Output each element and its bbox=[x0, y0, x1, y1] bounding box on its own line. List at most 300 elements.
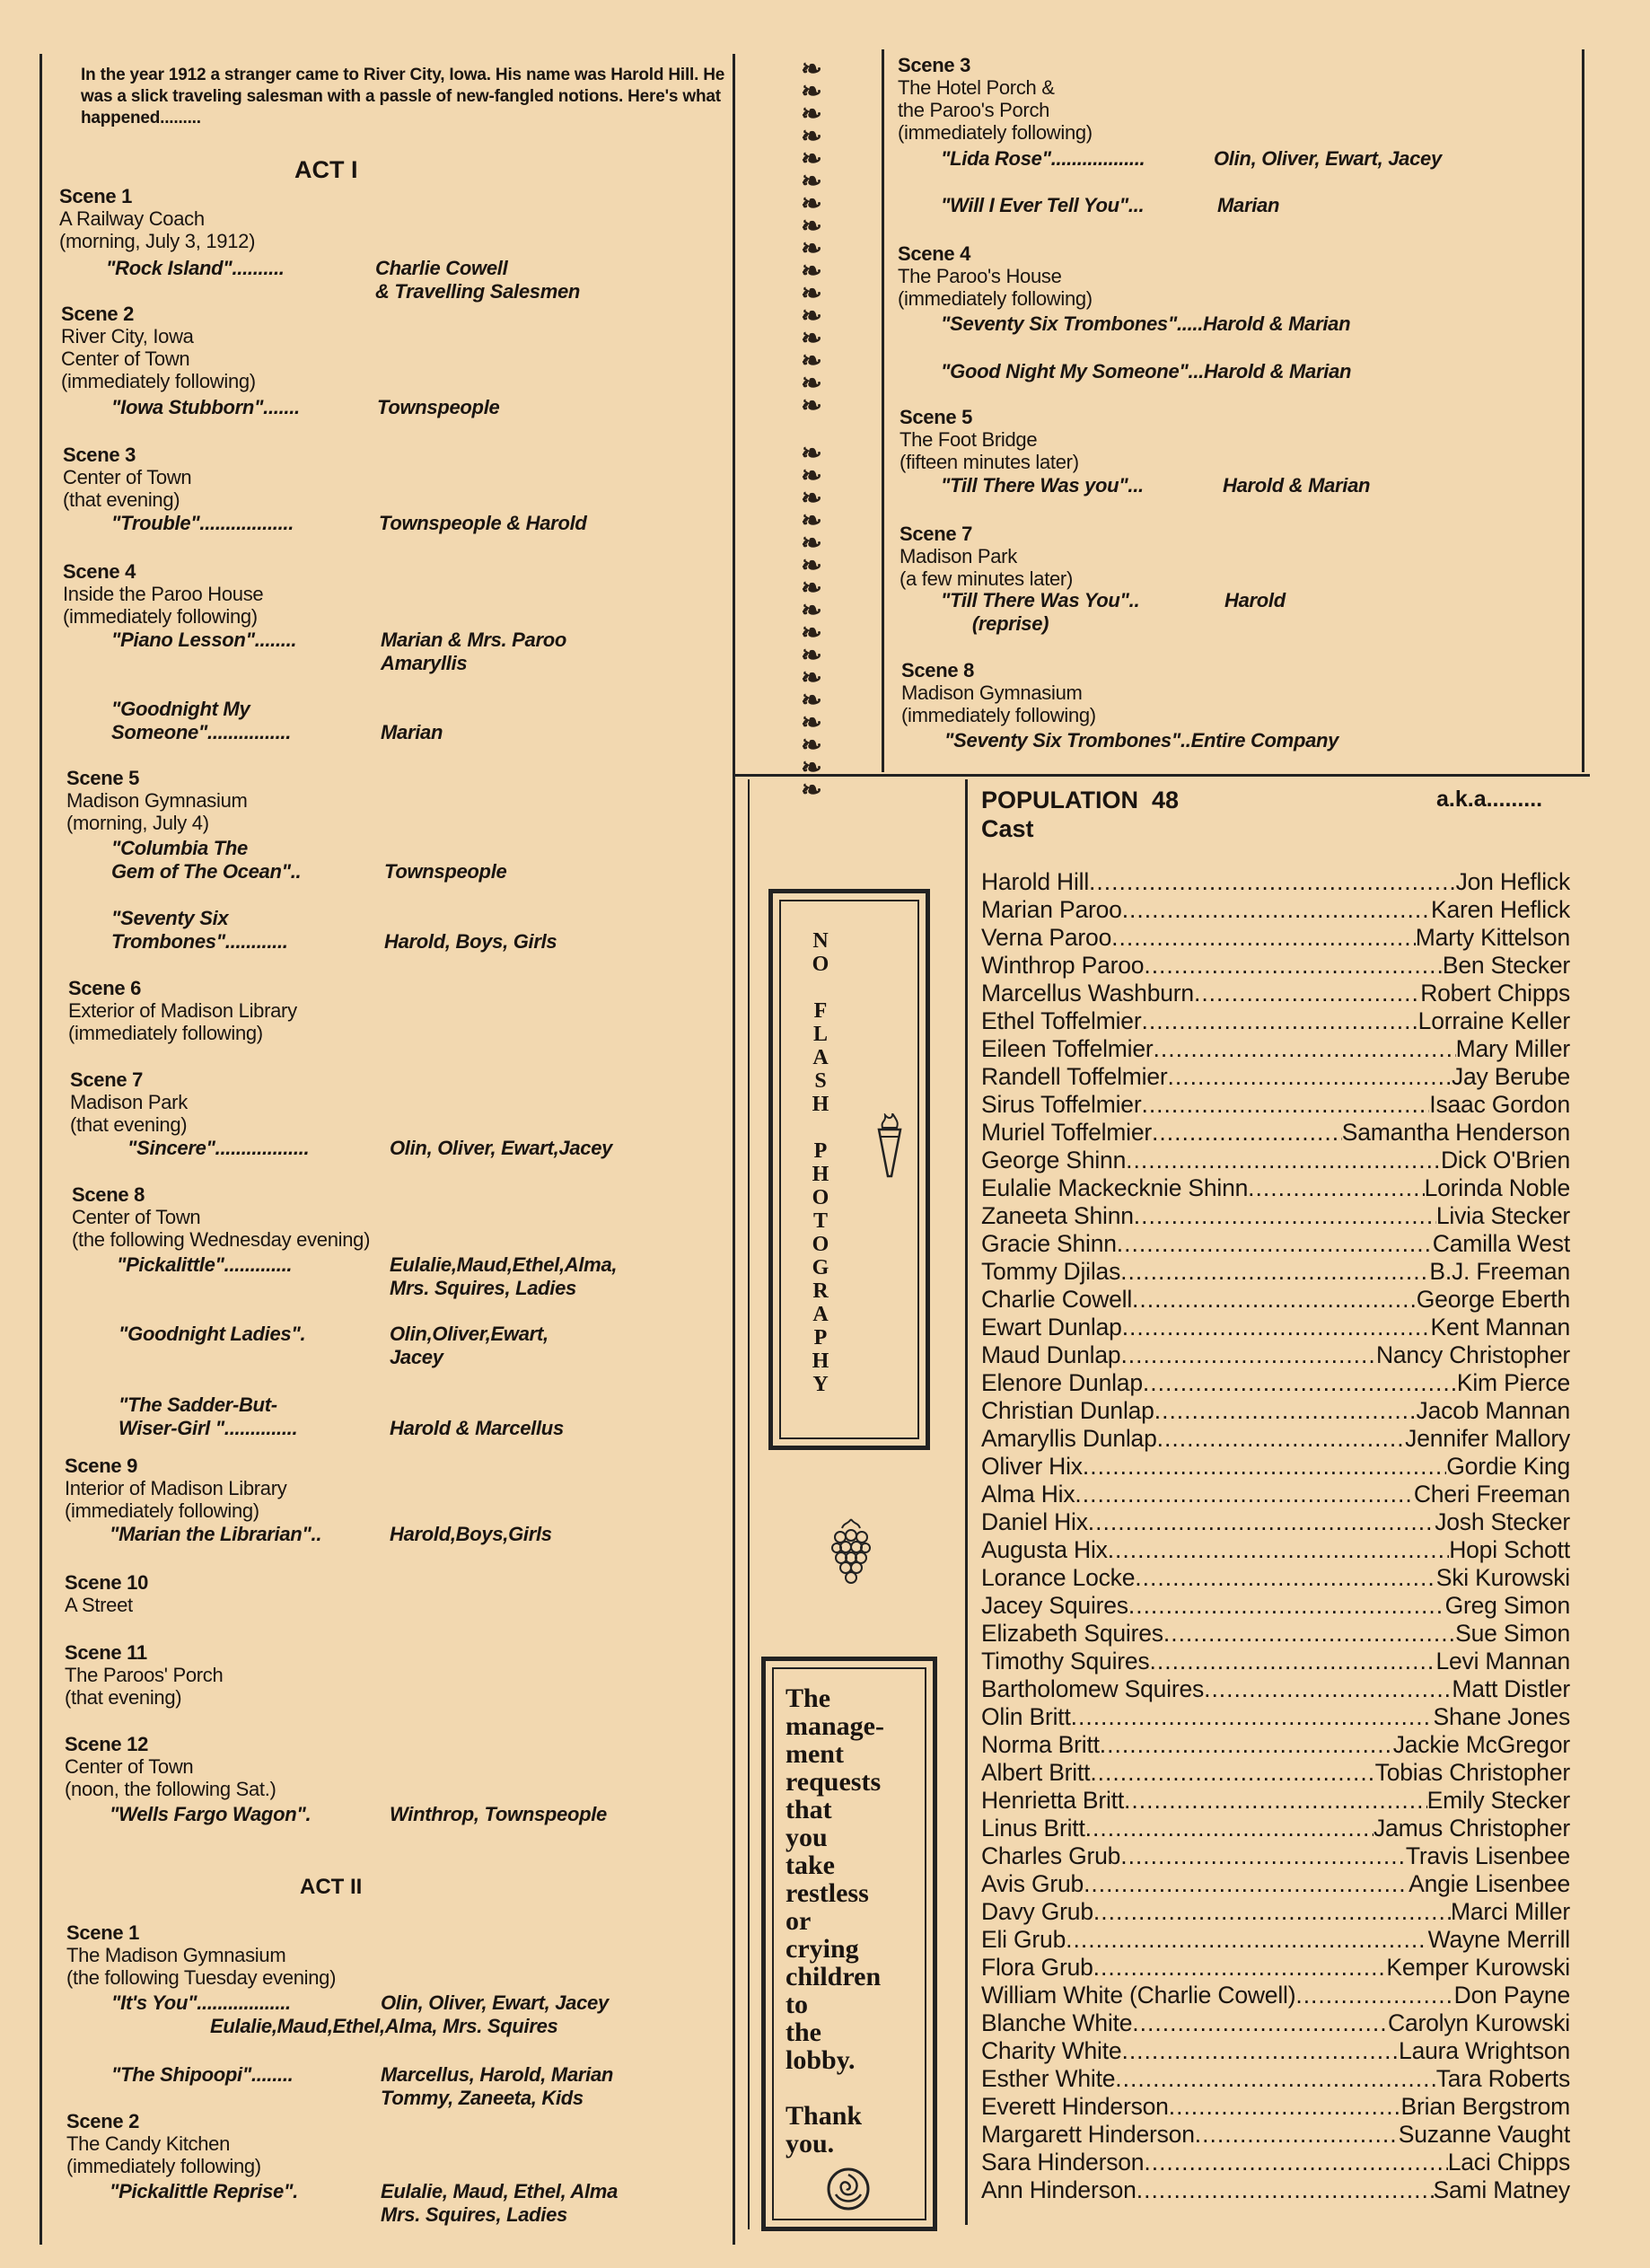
act1-song-title: "Seventy Six Trombones"............ bbox=[111, 907, 288, 953]
leader-dots bbox=[1134, 1202, 1436, 1230]
cast-row bbox=[981, 2009, 1570, 2037]
leader-dots bbox=[1088, 1508, 1435, 1536]
population-label: POPULATION 48 bbox=[981, 787, 1180, 813]
scene-location: The Madison Gymnasium bbox=[66, 1944, 286, 1966]
cast-row bbox=[981, 924, 1570, 952]
cast-actor: Matt Distler bbox=[1452, 1675, 1570, 1702]
column-divider-rule bbox=[733, 54, 735, 2245]
scene-number: Scene 4 bbox=[898, 242, 971, 265]
act1-song-title: "Columbia The Gem of The Ocean".. bbox=[111, 837, 302, 883]
leader-dots bbox=[1168, 1063, 1452, 1091]
scene-location: (immediately following) bbox=[66, 2155, 261, 2177]
cast-row bbox=[981, 1314, 1570, 1341]
act1-scene-heading bbox=[66, 767, 248, 834]
leader-dots bbox=[1124, 1787, 1427, 1815]
act2-scene-heading bbox=[66, 2110, 261, 2177]
leader-dots bbox=[1195, 2121, 1399, 2149]
act1-performers: Townspeople bbox=[384, 860, 507, 883]
cast-actor: Greg Simon bbox=[1444, 1592, 1570, 1619]
act1-performers: Townspeople & Harold bbox=[379, 512, 587, 534]
cast-role: Margarett Hinderson bbox=[981, 2121, 1195, 2148]
act2-song-title: "Will I Ever Tell You"... bbox=[941, 194, 1145, 216]
cast-row bbox=[981, 1369, 1570, 1397]
act1-song-title: "Pickalittle"............. bbox=[117, 1253, 293, 1276]
act1-scene-heading bbox=[68, 977, 297, 1044]
leader-dots bbox=[1149, 1648, 1435, 1675]
scene-location: (morning, July 3, 1912) bbox=[59, 230, 256, 252]
scene-location: (that evening) bbox=[63, 488, 180, 511]
scene-location: (noon, the following Sat.) bbox=[65, 1778, 276, 1800]
leader-dots bbox=[1115, 2065, 1435, 2093]
act2-performers: Harold bbox=[1224, 589, 1286, 611]
grapes-ornament-icon bbox=[826, 1516, 876, 1587]
cast-actor: Laci Chipps bbox=[1447, 2149, 1570, 2176]
act1-song-title: "Goodnight My Someone"................ bbox=[111, 698, 292, 743]
leader-dots bbox=[1204, 1675, 1452, 1703]
act2-performers: Eulalie, Maud, Ethel, Alma Mrs. Squires, Ladies bbox=[381, 2180, 618, 2226]
cast-actor: Cheri Freeman bbox=[1413, 1481, 1570, 1508]
scene-location: (a few minutes later) bbox=[900, 567, 1073, 590]
act1-song-title: "Rock Island".......... bbox=[106, 257, 285, 279]
cast-actor: Jacob Mannan bbox=[1416, 1397, 1570, 1424]
scene-number: Scene 12 bbox=[65, 1733, 149, 1755]
cast-actor: Jackie McGregor bbox=[1392, 1731, 1570, 1758]
leader-dots bbox=[1093, 1898, 1451, 1926]
scene-location: Madison Park bbox=[70, 1091, 188, 1113]
mgmt-left-rule bbox=[748, 779, 750, 2229]
leader-dots bbox=[1093, 1954, 1387, 1982]
cast-role: Randell Toffelmier bbox=[981, 1063, 1168, 1090]
cast-row bbox=[981, 1870, 1570, 1898]
scene-location: (immediately following) bbox=[898, 287, 1093, 310]
no-flash-photography-sign bbox=[768, 889, 930, 1450]
cast-actor: Sue Simon bbox=[1455, 1620, 1570, 1647]
cast-role: Augusta Hix bbox=[981, 1536, 1108, 1563]
scene-number: Scene 5 bbox=[66, 767, 140, 789]
act2-scene-heading bbox=[898, 242, 1093, 310]
leader-dots bbox=[1084, 1870, 1409, 1898]
cast-list bbox=[981, 868, 1570, 2204]
cast-actor: Levi Mannan bbox=[1435, 1648, 1570, 1675]
cast-actor: Brian Bergstrom bbox=[1400, 2093, 1570, 2120]
act1-title: ACT I bbox=[294, 156, 358, 183]
cast-actor: Tobias Christopher bbox=[1374, 1759, 1570, 1786]
rose-ornament-icon bbox=[823, 2164, 873, 2214]
scene-location: (fifteen minutes later) bbox=[900, 451, 1079, 473]
cast-role: Zaneeta Shinn bbox=[981, 1202, 1134, 1229]
cast-role: Sara Hinderson bbox=[981, 2149, 1145, 2176]
scene-location: Center of Town bbox=[72, 1206, 201, 1228]
scene-number: Scene 6 bbox=[68, 977, 142, 999]
act1-scene-heading bbox=[70, 1068, 188, 1136]
cast-row bbox=[981, 1202, 1570, 1230]
leader-dots bbox=[1111, 924, 1416, 952]
management-notice-box bbox=[761, 1657, 937, 2231]
cast-role: Oliver Hix bbox=[981, 1453, 1083, 1480]
cast-role: Christian Dunlap bbox=[981, 1397, 1154, 1424]
cast-actor: Marci Miller bbox=[1450, 1898, 1570, 1925]
cast-row bbox=[981, 1007, 1570, 1035]
scene-number: Scene 7 bbox=[70, 1068, 144, 1091]
cast-role: Tommy Djilas bbox=[981, 1258, 1121, 1285]
cast-role: Lorance Locke bbox=[981, 1564, 1136, 1591]
act1-scene-heading bbox=[63, 444, 191, 511]
cast-role: Charity White bbox=[981, 2037, 1122, 2064]
leader-dots bbox=[1157, 1425, 1406, 1453]
act1-scene-heading bbox=[61, 303, 256, 392]
scene-location: (the following Wednesday evening) bbox=[72, 1228, 371, 1251]
act1-performers: Marian bbox=[381, 721, 443, 743]
aka-label: a.k.a......... bbox=[1436, 787, 1543, 812]
leader-dots bbox=[1132, 2009, 1388, 2037]
cast-role: Harold Hill bbox=[981, 868, 1090, 895]
leader-dots bbox=[1120, 1258, 1429, 1286]
cast-row bbox=[981, 1842, 1570, 1870]
cast-row bbox=[981, 2149, 1570, 2176]
act1-scene-heading bbox=[59, 185, 255, 252]
cast-role: Charles Grub bbox=[981, 1842, 1121, 1869]
act1-performers: Harold & Marcellus bbox=[390, 1417, 564, 1439]
leader-dots bbox=[1137, 2176, 1434, 2204]
scene-number: Scene 8 bbox=[72, 1183, 145, 1206]
cast-row bbox=[981, 1815, 1570, 1842]
act1-song-title: "Wells Fargo Wagon". bbox=[110, 1803, 312, 1825]
act1-performers: Winthrop, Townspeople bbox=[390, 1803, 607, 1825]
leader-dots bbox=[1122, 896, 1431, 924]
cast-row bbox=[981, 1174, 1570, 1202]
leader-dots bbox=[1154, 1035, 1456, 1063]
act1-song-title: "Marian the Librarian".. bbox=[110, 1523, 322, 1545]
leader-dots bbox=[1071, 1703, 1434, 1731]
act2-song-title: "The Shipoopi"........ bbox=[111, 2063, 294, 2086]
cast-row bbox=[981, 1230, 1570, 1258]
leader-dots bbox=[1108, 1536, 1450, 1564]
scene-location: (that evening) bbox=[65, 1686, 182, 1709]
cast-actor: Laura Wrightson bbox=[1399, 2037, 1570, 2064]
cast-actor: Suzanne Vaught bbox=[1398, 2121, 1570, 2148]
cast-actor: Kemper Kurowski bbox=[1386, 1954, 1570, 1981]
cast-row bbox=[981, 2176, 1570, 2204]
cast-role: Elenore Dunlap bbox=[981, 1369, 1143, 1396]
cast-row bbox=[981, 1982, 1570, 2009]
cast-actor: Ski Kurowski bbox=[1435, 1564, 1570, 1591]
act1-performers: Olin, Oliver, Ewart,Jacey bbox=[390, 1137, 613, 1159]
scene-number: Scene 1 bbox=[59, 185, 133, 207]
leader-dots bbox=[1132, 1286, 1417, 1314]
cast-actor: Lorraine Keller bbox=[1417, 1007, 1570, 1034]
scene-location: River City, Iowa bbox=[61, 325, 194, 347]
cast-actor: Gordie King bbox=[1446, 1453, 1570, 1480]
leader-dots bbox=[1141, 1007, 1417, 1035]
cast-actor: Marty Kittelson bbox=[1415, 924, 1570, 951]
cast-actor: Jennifer Mallory bbox=[1405, 1425, 1570, 1452]
cast-row bbox=[981, 1759, 1570, 1787]
cast-row bbox=[981, 1787, 1570, 1815]
cast-actor: Camilla West bbox=[1432, 1230, 1570, 1257]
cast-actor: Hopi Schott bbox=[1449, 1536, 1570, 1563]
torch-icon bbox=[872, 1113, 908, 1185]
cast-role: Bartholomew Squires bbox=[981, 1675, 1205, 1702]
cast-role: Charlie Cowell bbox=[981, 1286, 1133, 1313]
cast-row bbox=[981, 1592, 1570, 1620]
cast-actor: B.J. Freeman bbox=[1429, 1258, 1570, 1285]
leader-dots bbox=[1163, 1620, 1455, 1648]
cast-role: Alma Hix bbox=[981, 1481, 1075, 1508]
scene-location: Center of Town bbox=[61, 347, 190, 370]
leader-dots bbox=[1152, 1119, 1342, 1147]
act2-title: ACT II bbox=[300, 1875, 363, 1899]
cast-actor: Emily Stecker bbox=[1426, 1787, 1570, 1814]
scene-number: Scene 3 bbox=[898, 54, 971, 76]
cast-role: George Shinn bbox=[981, 1147, 1127, 1174]
cast-row bbox=[981, 980, 1570, 1007]
cast-role: Verna Paroo bbox=[981, 924, 1112, 951]
act2-right-rule bbox=[1582, 49, 1584, 772]
leader-dots bbox=[1090, 1759, 1374, 1787]
scene-location: (that evening) bbox=[70, 1113, 188, 1136]
leader-dots bbox=[1135, 1564, 1435, 1592]
scene-number: Scene 7 bbox=[900, 523, 973, 545]
cast-role: Timothy Squires bbox=[981, 1648, 1150, 1675]
leader-dots bbox=[1128, 1592, 1445, 1620]
cast-row bbox=[981, 1675, 1570, 1703]
leader-dots bbox=[1083, 1453, 1446, 1481]
cast-role: Ann Hinderson bbox=[981, 2176, 1137, 2203]
leader-dots bbox=[1194, 980, 1420, 1007]
scene-location: (morning, July 4) bbox=[66, 812, 209, 834]
cast-role: Olin Britt bbox=[981, 1703, 1071, 1730]
act1-performers: Marian & Mrs. Paroo Amaryllis bbox=[381, 629, 567, 674]
leader-dots bbox=[1100, 1731, 1393, 1759]
scene-location: A Railway Coach bbox=[59, 207, 205, 230]
cast-row bbox=[981, 2121, 1570, 2149]
cast-actor: Jay Berube bbox=[1451, 1063, 1570, 1090]
leader-dots bbox=[1121, 2037, 1399, 2065]
cast-actor: Mary Miller bbox=[1455, 1035, 1570, 1062]
cast-row bbox=[981, 1481, 1570, 1508]
act2-scene-heading bbox=[898, 54, 1093, 144]
leader-dots bbox=[1144, 2149, 1447, 2176]
leader-dots bbox=[1085, 1815, 1374, 1842]
cast-role: Ethel Toffelmier bbox=[981, 1007, 1142, 1034]
scene-location: (immediately following) bbox=[61, 370, 256, 392]
scene-location: (the following Tuesday evening) bbox=[66, 1966, 337, 1989]
leader-dots bbox=[1143, 1369, 1457, 1397]
cast-row bbox=[981, 1954, 1570, 1982]
leader-dots bbox=[1144, 952, 1443, 980]
leader-dots bbox=[1169, 2093, 1401, 2121]
cast-row bbox=[981, 1119, 1570, 1147]
scene-location: the Paroo's Porch bbox=[898, 99, 1050, 121]
act2-song-title: "Lida Rose".................. bbox=[941, 147, 1145, 170]
cast-actor: Nancy Christopher bbox=[1375, 1341, 1570, 1368]
cast-row bbox=[981, 1341, 1570, 1369]
act1-scene-heading bbox=[65, 1733, 276, 1800]
act2-song-title: "Till There Was you"... bbox=[941, 474, 1144, 497]
leader-dots bbox=[1117, 1230, 1433, 1258]
scene-number: Scene 8 bbox=[901, 659, 975, 681]
scene-location: The Hotel Porch & bbox=[898, 76, 1055, 99]
cast-row bbox=[981, 1898, 1570, 1926]
cast-row bbox=[981, 1648, 1570, 1675]
cast-role: Muriel Toffelmier bbox=[981, 1119, 1153, 1146]
cast-row bbox=[981, 1536, 1570, 1564]
scene-location: The Candy Kitchen bbox=[66, 2132, 231, 2155]
cast-row bbox=[981, 2037, 1570, 2065]
act2-song-title: "Good Night My Someone"...Harold & Marian bbox=[941, 360, 1352, 382]
act1-song-title: "Piano Lesson"........ bbox=[111, 629, 297, 651]
scene-number: Scene 10 bbox=[65, 1571, 149, 1594]
act1-performers: Eulalie,Maud,Ethel,Alma, Mrs. Squires, Ladies bbox=[390, 1253, 618, 1299]
cast-row bbox=[981, 1731, 1570, 1759]
cast-left-rule bbox=[965, 779, 968, 2225]
scene-number: Scene 9 bbox=[65, 1455, 138, 1477]
scene-number: Scene 1 bbox=[66, 1921, 140, 1944]
cast-role: Eulalie Mackecknie Shinn bbox=[981, 1174, 1249, 1201]
cast-role: Maud Dunlap bbox=[981, 1341, 1121, 1368]
scene-number: Scene 3 bbox=[63, 444, 136, 466]
cast-role: Norma Britt bbox=[981, 1731, 1100, 1758]
scene-location: A Street bbox=[65, 1594, 133, 1616]
act2-scene-heading bbox=[901, 659, 1096, 726]
scene-number: Scene 11 bbox=[65, 1641, 147, 1664]
act1-song-title: "Sincere".................. bbox=[127, 1137, 310, 1159]
act2-performers: Marcellus, Harold, Marian Tommy, Zaneeta, Kids bbox=[381, 2063, 614, 2109]
cast-row bbox=[981, 2065, 1570, 2093]
scene-number: Scene 2 bbox=[66, 2110, 140, 2132]
cast-role: Daniel Hix bbox=[981, 1508, 1088, 1535]
act1-performers: Olin,Oliver,Ewart, Jacey bbox=[390, 1323, 549, 1368]
scene-location: Center of Town bbox=[65, 1755, 194, 1778]
cast-row bbox=[981, 1453, 1570, 1481]
cast-row bbox=[981, 1620, 1570, 1648]
act2-performers: Marian bbox=[1217, 194, 1280, 216]
scene-location: The Foot Bridge bbox=[900, 428, 1038, 451]
leader-dots bbox=[1089, 868, 1456, 896]
cast-actor: George Eberth bbox=[1416, 1286, 1570, 1313]
act2-performers: Olin, Oliver, Ewart, Jacey bbox=[381, 1991, 609, 2014]
act1-scene-heading bbox=[65, 1571, 148, 1616]
scene-location: Madison Gymnasium bbox=[901, 681, 1083, 704]
cast-actor: Kim Pierce bbox=[1456, 1369, 1570, 1396]
cast-role: Davy Grub bbox=[981, 1898, 1093, 1925]
act1-scene-heading bbox=[63, 560, 263, 628]
cast-row bbox=[981, 1564, 1570, 1592]
cast-actor: Kent Mannan bbox=[1430, 1314, 1570, 1341]
cast-row bbox=[981, 1091, 1570, 1119]
cast-row bbox=[981, 1397, 1570, 1425]
cast-row bbox=[981, 896, 1570, 924]
cast-actor: Samantha Henderson bbox=[1341, 1119, 1570, 1146]
act2-scene-heading bbox=[900, 523, 1073, 590]
act2-song-title: "Seventy Six Trombones".....Harold & Marian bbox=[941, 312, 1351, 335]
cast-role: Ewart Dunlap bbox=[981, 1314, 1122, 1341]
cast-actor: Wayne Merrill bbox=[1427, 1926, 1570, 1953]
cast-row bbox=[981, 1926, 1570, 1954]
leader-dots bbox=[1295, 1982, 1453, 2009]
scene-number: Scene 2 bbox=[61, 303, 135, 325]
cast-role: Linus Britt bbox=[981, 1815, 1085, 1842]
cast-actor: Ben Stecker bbox=[1442, 952, 1570, 979]
cast-actor: Shane Jones bbox=[1433, 1703, 1570, 1730]
cast-row bbox=[981, 1035, 1570, 1063]
management-notice-text: The manage- ment requests that you take restless or crying children to the lobby. Thank you. bbox=[786, 1683, 884, 2158]
act2-song-title: "It's You".................. bbox=[111, 1991, 291, 2014]
leader-dots bbox=[1141, 1091, 1429, 1119]
leader-dots bbox=[1075, 1481, 1413, 1508]
cast-actor: Dick O'Brien bbox=[1440, 1147, 1570, 1174]
cast-role: Marcellus Washburn bbox=[981, 980, 1194, 1007]
decorative-border-strip-top: ❧ ❧ ❧ ❧ ❧ ❧ ❧ ❧ ❧ ❧ ❧ ❧ ❧ ❧ ❧ ❧ bbox=[801, 54, 822, 420]
left-border-rule bbox=[39, 54, 42, 2245]
cast-row bbox=[981, 868, 1570, 896]
cast-row bbox=[981, 1063, 1570, 1091]
leader-dots bbox=[1122, 1314, 1431, 1341]
cast-role: Blanche White bbox=[981, 2009, 1133, 2036]
cast-role: Henrietta Britt bbox=[981, 1787, 1125, 1814]
act2-scene-heading bbox=[900, 406, 1079, 473]
act2-performers: Olin, Oliver, Ewart, Jacey bbox=[1214, 147, 1442, 170]
act2-performers: Harold & Marian bbox=[1223, 474, 1371, 497]
act1-scene-heading bbox=[65, 1455, 286, 1522]
cast-actor: Tara Roberts bbox=[1435, 2065, 1570, 2092]
horizontal-divider-rule bbox=[733, 774, 1590, 777]
cast-row bbox=[981, 1286, 1570, 1314]
cast-actor: Jon Heflick bbox=[1455, 868, 1570, 895]
decorative-border-strip-bottom: ❧ ❧ ❧ ❧ ❧ ❧ ❧ ❧ ❧ ❧ ❧ ❧ ❧ ❧ ❧ ❧ bbox=[801, 438, 822, 804]
scene-location: Center of Town bbox=[63, 466, 192, 488]
scene-location: Madison Gymnasium bbox=[66, 789, 248, 812]
cast-actor: Carolyn Kurowski bbox=[1388, 2009, 1570, 2036]
scene-location: (immediately following) bbox=[63, 605, 258, 628]
cast-role: Avis Grub bbox=[981, 1870, 1084, 1897]
act2-song-title: "Seventy Six Trombones"..Entire Company bbox=[944, 729, 1339, 752]
leader-dots bbox=[1120, 1341, 1376, 1369]
cast-role: Gracie Shinn bbox=[981, 1230, 1117, 1257]
act2-left-rule bbox=[882, 49, 884, 772]
cast-role: Amaryllis Dunlap bbox=[981, 1425, 1157, 1452]
cast-role: Eli Grub bbox=[981, 1926, 1066, 1953]
cast-role: Elizabeth Squires bbox=[981, 1620, 1163, 1647]
act2-performers: Eulalie,Maud,Ethel,Alma, Mrs. Squires bbox=[210, 2015, 558, 2037]
cast-role: Eileen Toffelmier bbox=[981, 1035, 1154, 1062]
cast-actor: Lorinda Noble bbox=[1424, 1174, 1570, 1201]
act1-performers: Charlie Cowell & Travelling Salesmen bbox=[375, 257, 581, 303]
leader-dots bbox=[1126, 1147, 1441, 1174]
cast-heading: Cast bbox=[981, 815, 1034, 842]
cast-row bbox=[981, 2093, 1570, 2121]
leader-dots bbox=[1066, 1926, 1427, 1954]
cast-actor: Josh Stecker bbox=[1435, 1508, 1570, 1535]
act1-song-title: "The Sadder-But- Wiser-Girl ".............. bbox=[118, 1393, 298, 1439]
scene-location: Inside the Paroo House bbox=[63, 583, 264, 605]
scene-location: (immediately following) bbox=[65, 1499, 259, 1522]
act2-song-title: "Till There Was You".. (reprise) bbox=[941, 589, 1140, 635]
scene-location: The Paroo's House bbox=[898, 265, 1062, 287]
cast-row bbox=[981, 1425, 1570, 1453]
cast-role: Sirus Toffelmier bbox=[981, 1091, 1142, 1118]
act1-song-title: "Trouble".................. bbox=[111, 512, 294, 534]
act1-scene-heading bbox=[72, 1183, 370, 1251]
scene-location: (immediately following) bbox=[898, 121, 1093, 144]
no-flash-text: N O F L A S H P H O T O G R A P H Y bbox=[812, 929, 829, 1396]
leader-dots bbox=[1154, 1397, 1417, 1425]
cast-role: Esther White bbox=[981, 2065, 1116, 2092]
cast-role: Jacey Squires bbox=[981, 1592, 1128, 1619]
cast-actor: Don Payne bbox=[1453, 1982, 1570, 2009]
act2-song-title: "Pickalittle Reprise". bbox=[110, 2180, 298, 2202]
act1-performers: Harold, Boys, Girls bbox=[384, 930, 557, 953]
